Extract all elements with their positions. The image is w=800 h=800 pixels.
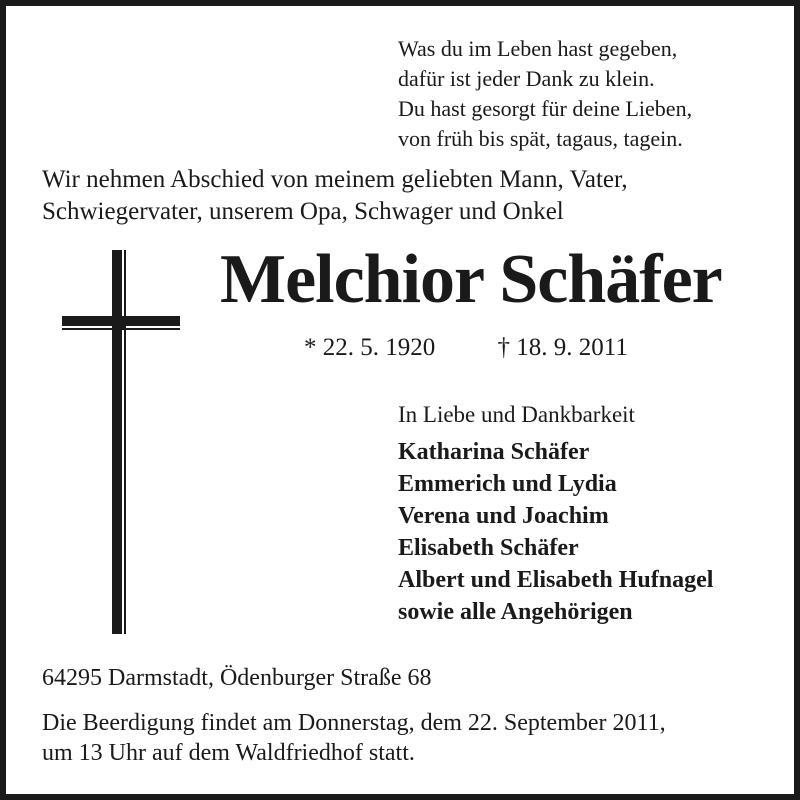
- mourners-heading: In Liebe und Dankbarkeit: [398, 402, 635, 427]
- life-dates: [304, 332, 628, 364]
- mourner-name: sowie alle Angehörigen: [398, 599, 633, 625]
- poem-line: Was du im Leben hast gegeben,: [398, 36, 678, 61]
- birth-date: * 22. 5. 1920: [304, 334, 436, 361]
- cross-icon: [62, 250, 182, 634]
- family-address: 64295 Darmstadt, Ödenburger Straße 68: [42, 665, 432, 691]
- mourner-name: Verena und Joachim: [398, 503, 609, 529]
- mourners-list: [398, 436, 713, 628]
- funeral-line: um 13 Uhr auf dem Waldfriedhof statt.: [42, 740, 415, 766]
- poem-line: dafür ist jeder Dank zu klein.: [398, 66, 655, 91]
- mourner-name: Albert und Elisabeth Hufnagel: [398, 567, 714, 593]
- funeral-line: Die Beerdigung findet am Donnerstag, dem 22. September 2011,: [42, 710, 666, 736]
- funeral-details: [42, 708, 666, 768]
- mourner-name: Elisabeth Schäfer: [398, 535, 579, 561]
- deceased-name: Melchior Schäfer: [220, 241, 722, 318]
- poem-line: Du hast gesorgt für deine Lieben,: [398, 96, 693, 121]
- intro-text: [42, 164, 628, 228]
- mourner-name: Emmerich und Lydia: [398, 471, 617, 497]
- intro-line: Schwiegervater, unserem Opa, Schwager und Onkel: [42, 198, 564, 225]
- poem-line: von früh bis spät, tagaus, tagein.: [398, 126, 683, 151]
- death-date: † 18. 9. 2011: [497, 334, 628, 361]
- intro-line: Wir nehmen Abschied von meinem geliebten Mann, Vater,: [42, 166, 628, 193]
- poem: [398, 34, 692, 154]
- mourner-name: Katharina Schäfer: [398, 439, 590, 465]
